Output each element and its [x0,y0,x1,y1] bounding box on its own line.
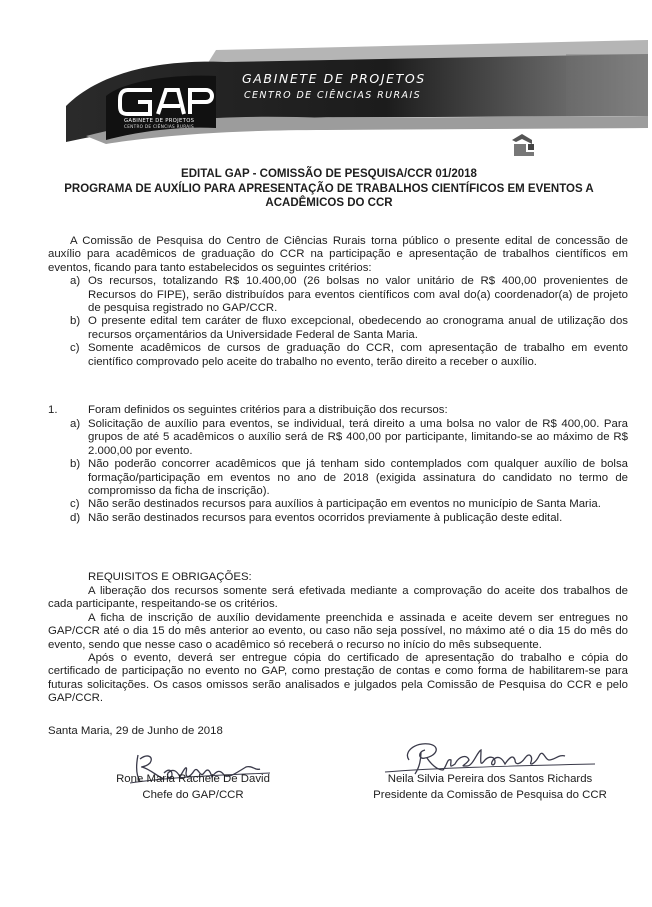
list-item [48,418,628,458]
document-title [40,167,618,211]
list-item [48,342,628,369]
list-item [48,315,628,342]
criteria-heading-row [48,404,628,418]
list-marker: b) [70,458,81,471]
criteria-heading: Foram definidos os seguintes critérios para a distribuição dos recursos: [88,404,448,416]
banner-subtitle: CENTRO DE CIÊNCIAS RURAIS [244,90,421,101]
logo-caption-line2: CENTRO DE CIÊNCIAS RURAIS [124,124,194,129]
intro-paragraph: A Comissão de Pesquisa do Centro de Ciências Rurais torna público o presente edital de concessão de auxílio para acadêmicos de graduação do CCR na participação e apresentação de trabalhos científicos em eventos, ficando para tanto estabelecidos os seguintes critérios: [48,235,628,274]
list-item-text: Não serão destinados recursos para auxílios à participação em eventos no município de Santa Maria. [88,498,601,511]
list-marker: c) [70,342,80,355]
header-banner [66,36,648,144]
list-item-text: Não serão destinados recursos para eventos ocorridos previamente à publicação deste edital. [88,511,563,524]
list-marker: b) [70,315,81,328]
intro-list [48,275,628,369]
requirements-heading: REQUISITOS E OBRIGAÇÕES: [88,571,252,583]
list-item [48,458,628,498]
signatory-right-name: Neila Silvia Pereira dos Santos Richards [387,773,593,785]
list-marker: c) [70,498,80,511]
list-item [48,275,628,315]
banner-title: GABINETE DE PROJETOS [242,71,426,86]
intro-section [48,235,628,369]
section-number: 1. [48,404,58,416]
signatory-right-role: Presidente da Comissão de Pesquisa do CCR [373,789,607,801]
list-item-text: O presente edital tem caráter de fluxo excepcional, obedecendo ao cronograma anual de utilização dos recursos orçamentários da Universidade Federal de Santa Maria. [88,315,628,341]
requirements-paragraph: A liberação dos recursos somente será efetivada mediante a comprovação do aceite dos trabalhos de cada participante, respeitando-se os critérios. [48,585,628,611]
signatory-left-name: Rone Maria Rachele De David [116,773,270,785]
list-item-text: Os recursos, totalizando R$ 10.400,00 (26 bolsas no valor unitário de R$ 400,00 provenientes de Recursos do FIPE), serão distribuídos para eventos científicos com aval do(a) coordenador(a) de projeto de pesquisa registrado no GAP/CCR. [88,275,628,315]
logo-caption [124,118,224,130]
list-item-text: Não poderão concorrer acadêmicos que já tenham sido contemplados com qualquer auxílio de bolsa formação/participação em eventos no ano de 2018 (exigida assinatura do candidato no termo de compromisso da ficha de inscrição). [88,458,628,498]
list-marker: a) [70,275,81,288]
criteria-section [48,404,628,525]
document-date: Santa Maria, 29 de Junho de 2018 [48,725,223,737]
requirements-paragraph: Após o evento, deverá ser entregue cópia do certificado de apresentação do trabalho e cópia do certificado de participação no evento no GAP, como prestação de contas e como forma de habilitarem-se para futuras solicitações. Os casos omissos serão analisados e julgados pela Comissão de Pesquisa do CCR e pelo GAP/CCR. [48,652,628,705]
title-line-3: ACADÊMICOS DO CCR [265,197,393,209]
list-item [48,512,628,525]
list-item [48,498,628,511]
title-line-1: EDITAL GAP - COMISSÃO DE PESQUISA/CCR 01/2018 [181,168,477,180]
list-item-text: Somente acadêmicos de cursos de graduação do CCR, com apresentação de trabalho em evento científico comprovado pelo aceite do trabalho no evento, terão direito a receber o auxílio. [88,342,628,368]
list-marker: d) [70,511,81,524]
logo-caption-line1: GABINETE DE PROJETOS [124,118,195,124]
title-line-2: PROGRAMA DE AUXÍLIO PARA APRESENTAÇÃO DE TRABALHOS CIENTÍFICOS EM EVENTOS A [64,182,594,195]
list-item-text: Solicitação de auxílio para eventos, se individual, terá direito a uma bolsa no valor de R$ 400,00. Para grupos de até 5 acadêmicos o auxílio será de R$ 400,00 por participante, limitando-se ao máximo de R$ 2.000,00 por evento. [88,418,628,457]
requirements-section [48,585,628,706]
requirements-paragraph: A ficha de inscrição de auxílio devidamente preenchida e assinada e aceite devem ser entregues no GAP/CCR até o dia 15 do mês anterior ao evento, ou caso não seja possível, no máximo até o dia 15 do mês do evento, sendo que nesse caso o acadêmico só receberá o recurso no início do mês subsequente. [48,611,628,651]
institution-mark-icon [508,130,538,160]
list-marker: a) [70,418,81,430]
signatory-left-role: Chefe do GAP/CCR [142,789,244,801]
